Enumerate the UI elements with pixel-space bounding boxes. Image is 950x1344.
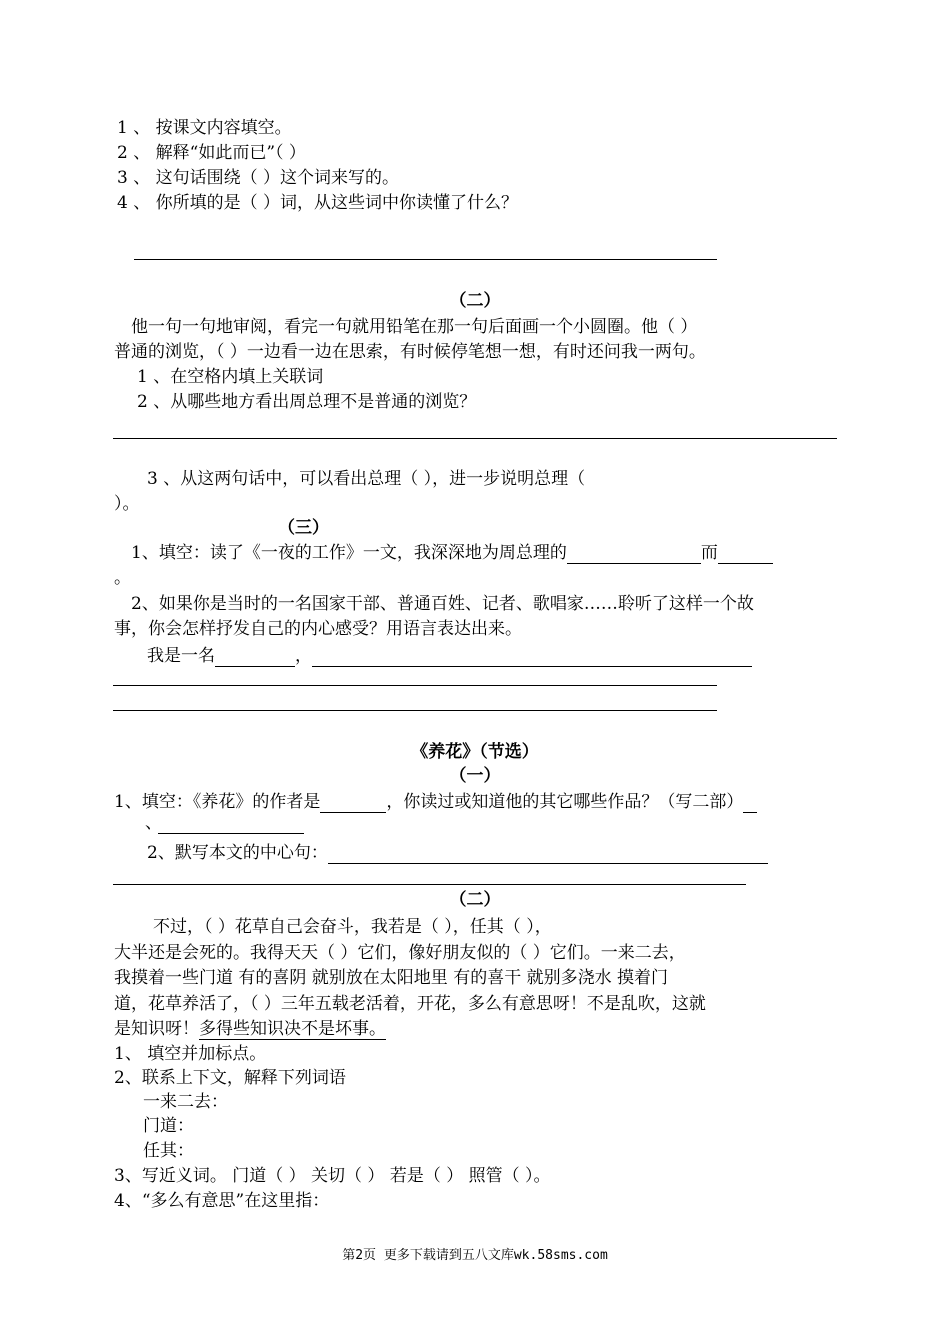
separator: 、 (145, 813, 162, 833)
answer-line (113, 438, 837, 439)
passage-line: 大半还是会死的。我得天天（ ）它们，像好朋友似的（ ）它们。一来二去， (114, 943, 686, 963)
blank-field[interactable] (312, 648, 752, 667)
question-2: 2、如果你是当时的一名国家干部、普通百姓、记者、歌唱家……聆听了这样一个故 (131, 594, 754, 614)
question-1 (131, 542, 773, 564)
blank-field[interactable] (215, 648, 295, 667)
passage-line: 他一句一句地审阅，看完一句就用铅笔在那一句后面画一个小圆圈。他（ ） (131, 317, 698, 337)
question-1-end: 。 (114, 568, 131, 588)
question-1 (114, 791, 757, 813)
answer-line (113, 685, 717, 686)
question-1-cont: ，你读过或知道他的其它哪些作品？（写二部） (386, 792, 744, 812)
question-1-text: 1、填空：《养花》的作者是 (114, 792, 321, 812)
passage-line: 普通的浏览，（ ）一边看一边在思索，有时候停笔想一想，有时还问我一两句。 (114, 342, 706, 362)
underlined-sentence: 多得些知识决不是坏事。 (199, 1019, 386, 1039)
blank-field[interactable] (328, 845, 768, 864)
word-item: 一来二去： (143, 1092, 228, 1112)
question-1: 1 、 按课文内容填空。 (117, 118, 292, 138)
question-3: 3 、 这句话围绕（ ）这个词来写的。 (117, 168, 400, 188)
passage-title: 《养花》（节选） (411, 742, 539, 762)
passage-line (114, 1018, 386, 1040)
answer-line (158, 833, 304, 834)
question-4: 4 、 你所填的是（ ）词，从这些词中你读懂了什么？ (117, 193, 519, 213)
question-3-end: ）。 (114, 494, 140, 514)
answer-line (113, 884, 746, 885)
question-1: 1、 填空并加标点。 (114, 1044, 267, 1064)
answer-row (147, 645, 752, 667)
question-3: 3 、从这两句话中，可以看出总理（ ），进一步说明总理（ (147, 469, 586, 489)
question-2: 2、联系上下文，解释下列词语 (114, 1068, 346, 1088)
question-3: 3、写近义词。 门道（ ） 关切（ ） 若是（ ） 照管（ ）。 (114, 1166, 551, 1186)
page-footer: 第2页 更多下载请到五八文库wk.58sms.com (342, 1248, 608, 1263)
question-2-text: 2、默写本文的中心句： (147, 843, 328, 863)
question-2: 2 、 解释“如此而已”（ ） (117, 143, 306, 163)
passage-line: 道，花草养活了，（ ）三年五载老活着，开花，多么有意思呀！不是乱吹，这就 (114, 994, 706, 1014)
answer-prefix: 我是一名 (147, 646, 215, 666)
blank-field[interactable] (743, 794, 757, 813)
question-2-cont: 事，你会怎样抒发自己的内心感受？用语言表达出来。 (114, 619, 522, 639)
question-1: 1 、在空格内填上关联词 (137, 367, 324, 387)
section-heading-2: （二） (449, 890, 501, 910)
passage-line: 我摸着一些门道 有的喜阴 就别放在太阳地里 有的喜干 就别多浇水 摸着门 (114, 968, 669, 988)
passage-text: 是知识呀！ (114, 1019, 199, 1039)
answer-comma: ， (295, 646, 312, 666)
question-2: 2 、从哪些地方看出周总理不是普通的浏览？ (137, 392, 477, 412)
answer-line (113, 710, 717, 711)
section-heading-1: （一） (449, 766, 501, 786)
word-item: 任其： (143, 1141, 194, 1161)
answer-line (134, 259, 717, 260)
blank-field[interactable] (718, 545, 773, 564)
section-heading-2: （二） (449, 291, 501, 311)
blank-field[interactable] (320, 794, 386, 813)
blank-field[interactable] (567, 545, 701, 564)
question-4: 4、“多么有意思”在这里指： (114, 1191, 330, 1211)
question-1-mid: 而 (700, 543, 718, 563)
passage-line: 不过，（ ）花草自己会奋斗，我若是（ ），任其（ ）， (153, 917, 552, 937)
word-item: 门道： (143, 1116, 194, 1136)
section-heading-3: （三） (278, 518, 329, 538)
question-1-text: 1、填空：读了《一夜的工作》一文，我深深地为周总理的 (131, 543, 567, 563)
question-2 (147, 842, 768, 864)
